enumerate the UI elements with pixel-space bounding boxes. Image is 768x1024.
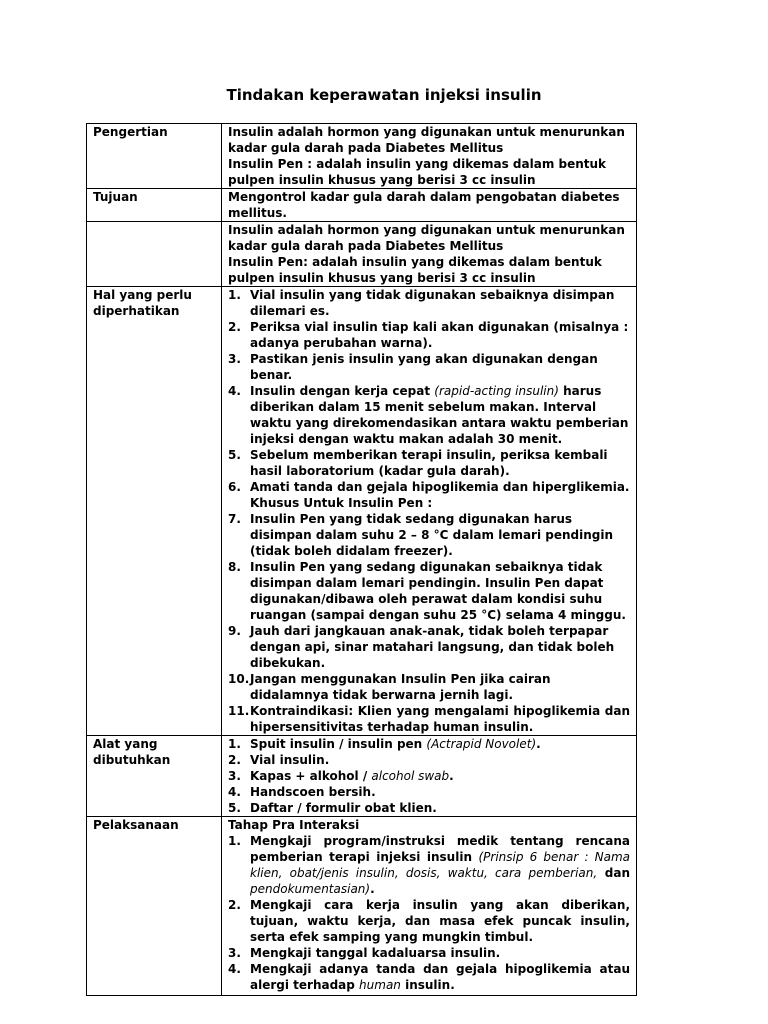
list-item: 4. Handscoen bersih.: [228, 785, 376, 799]
list-item: 5. Daftar / formulir obat klien.: [228, 801, 437, 815]
content-hal: [222, 287, 637, 736]
list-item: 11. Kontraindikasi: Klien yang mengalami hipoglikemia dan hipersensitivitas terhadap human insulin.: [228, 704, 630, 734]
list-item: 1. Spuit insulin / insulin pen (Actrapid Novolet).: [228, 737, 541, 751]
list-item: 2. Vial insulin.: [228, 753, 330, 767]
list-item: 5. Sebelum memberikan terapi insulin, periksa kembali hasil laboratorium (kadar gula darah).: [228, 448, 608, 478]
pengertian-definition: Insulin adalah hormon yang digunakan untuk menurunkan kadar gula darah pada Diabetes Mellitus: [228, 125, 625, 155]
hal-list: [228, 287, 630, 495]
label-pengertian: Pengertian: [87, 124, 222, 189]
unlabeled-definition: Insulin adalah hormon yang digunakan untuk menurunkan kadar gula darah pada Diabetes Mellitus: [228, 223, 625, 253]
content-unlabeled: [222, 222, 637, 287]
pra-interaksi-heading: Tahap Pra Interaksi: [228, 818, 360, 832]
content-pelaksanaan: [222, 817, 637, 996]
row-hal: [87, 287, 637, 736]
row-unlabeled: [87, 222, 637, 287]
list-item: 8. Insulin Pen yang sedang digunakan sebaiknya tidak disimpan dalam lemari pendingin. Insulin Pen dapat digunakan/dibawa oleh perawat dalam kondisi suhu ruangan (sampai dengan suhu 25 °C) selama 4 minggu.: [228, 560, 626, 622]
content-tujuan: [222, 189, 637, 222]
hal-list-pen: [228, 511, 630, 735]
row-pengertian: [87, 124, 637, 189]
list-item: 1. Mengkaji program/instruksi medik tentang rencana pemberian terapi injeksi insulin (Prinsip 6 benar : Nama klien, obat/jenis insulin, dosis, waktu, cara pemberian, dan pendokumentasian).: [228, 834, 630, 896]
label-hal: Hal yang perlu diperhatikan: [87, 287, 222, 736]
list-item: 4. Mengkaji adanya tanda dan gejala hipoglikemia atau alergi terhadap human insulin.: [228, 962, 630, 992]
list-item: 3. Mengkaji tanggal kadaluarsa insulin.: [228, 946, 501, 960]
insulin-pen-subheading: Khusus Untuk Insulin Pen :: [250, 496, 433, 510]
list-item: 2. Mengkaji cara kerja insulin yang akan diberikan, tujuan, waktu kerja, dan masa efek puncak insulin, serta efek samping yang mungkin timbul.: [228, 898, 630, 944]
list-item: 2. Periksa vial insulin tiap kali akan digunakan (misalnya : adanya perubahan warna).: [228, 320, 629, 350]
label-pelaksanaan: Pelaksanaan: [87, 817, 222, 996]
content-alat: [222, 736, 637, 817]
list-item: 6. Amati tanda dan gejala hipoglikemia dan hiperglikemia.: [228, 480, 630, 494]
list-item: 3. Pastikan jenis insulin yang akan digunakan dengan benar.: [228, 352, 598, 382]
row-alat: [87, 736, 637, 817]
alat-list: [228, 736, 630, 816]
unlabeled-insulin-pen: Insulin Pen: adalah insulin yang dikemas dalam bentuk pulpen insulin khusus yang berisi 3 cc insulin: [228, 255, 602, 285]
content-pengertian: [222, 124, 637, 189]
label-alat: Alat yang dibutuhkan: [87, 736, 222, 817]
list-item: 1. Vial insulin yang tidak digunakan sebaiknya disimpan dilemari es.: [228, 288, 615, 318]
row-pelaksanaan: [87, 817, 637, 996]
list-item: 9. Jauh dari jangkauan anak-anak, tidak boleh terpapar dengan api, sinar matahari langsung, dan tidak boleh dibekukan.: [228, 624, 615, 670]
list-item: 10. Jangan menggunakan Insulin Pen jika cairan didalamnya tidak berwarna jernih lagi.: [228, 672, 551, 702]
pelaksanaan-list: [228, 833, 630, 993]
list-item: 4. Insulin dengan kerja cepat (rapid-acting insulin) harus diberikan dalam 15 menit sebelum makan. Interval waktu yang direkomendasikan antara waktu pemberian injeksi dengan waktu makan adalah 30 menit.: [228, 384, 629, 446]
procedure-table: [86, 123, 637, 996]
label-empty: [87, 222, 222, 287]
row-tujuan: [87, 189, 637, 222]
tujuan-text: Mengontrol kadar gula darah dalam pengobatan diabetes mellitus.: [228, 190, 620, 220]
list-item: 7. Insulin Pen yang tidak sedang digunakan harus disimpan dalam suhu 2 – 8 °C dalam lemari pendingin (tidak boleh didalam freezer).: [228, 512, 614, 558]
list-item: 3. Kapas + alkohol / alcohol swab.: [228, 769, 454, 783]
document-title: Tindakan keperawatan injeksi insulin: [226, 86, 542, 104]
pengertian-insulin-pen: Insulin Pen : adalah insulin yang dikemas dalam bentuk pulpen insulin khusus yang berisi 3 cc insulin: [228, 157, 607, 187]
label-tujuan: Tujuan: [87, 189, 222, 222]
